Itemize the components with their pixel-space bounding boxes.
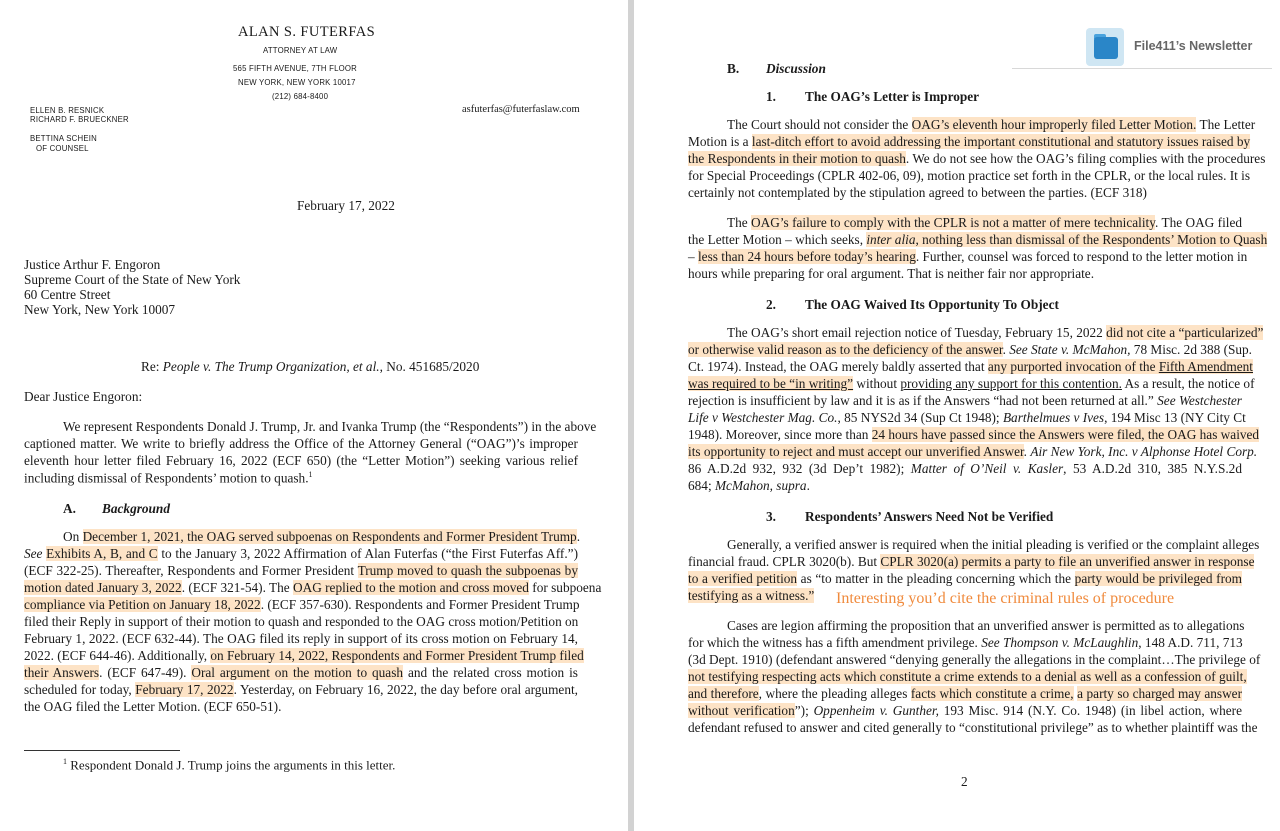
letter-page-2 [634,0,1280,831]
discussion-letter: B. [727,61,740,76]
p3-line-3: Ct. 1974). Instead, the OAG merely baldly asserted that any purported invocation of the Fifth Amendment [688,359,1253,374]
p3-line-5: rejection is insufficient by law and it is as if the Answers “had not been returned at all.” See Westchester [688,393,1242,408]
section-1-number: 1. [766,89,776,104]
background-heading: Background [102,501,170,516]
p1-line-2: Motion is a last-ditch effort to avoid addressing the important constitutional and statutory issues raised by [688,134,1251,149]
background-line-5: compliance via Petition on January 18, 2022. (ECF 357-630). Respondents and Former President Trump [24,597,580,612]
p3-line-6: Life v Westchester Mag. Co., 85 NYS2d 34 (Sup Ct 1948); Barthelmues v Ives, 194 Misc 13 (NY City Ct [688,410,1246,425]
letter-date: February 17, 2022 [297,198,395,213]
background-line-2: See Exhibits A, B, and C to the January 3, 2022 Affirmation of Alan Futerfas (“the First Futerfas Aff.”) [24,546,578,561]
p5-line-2: for which the witness has a fifth amendment privilege. See Thompson v. McLaughlin, 148 A.D. 711, 713 [688,635,1243,650]
letterhead-phone: (212) 684-8400 [272,92,329,101]
p4-line-2: financial fraud. CPLR 3020(b). But CPLR 3020(a) permits a party to file an unverified answer in response [688,554,1255,569]
background-letter: A. [63,501,76,516]
page-number: 2 [961,774,968,789]
letterhead-staff-1: ELLEN B. RESNICK [30,106,105,115]
footnote-reference: 1 [308,470,313,479]
addressee-line-1: Justice Arthur F. Engoron [24,257,161,272]
case-name: People v. The Trump Organization, et al. [162,359,380,374]
p5-line-3: (3d Dept. 1910) (defendant answered “denying generally the allegations in the complaint…The privilege of [688,652,1261,667]
intro-line-3: eleventh hour letter filed February 16, 2022 (ECF 650) (the “Letter Motion”) seeking various relief [24,453,578,468]
letterhead-address-line-1: 565 FIFTH AVENUE, 7TH FLOOR [233,64,357,73]
salutation: Dear Justice Engoron: [24,389,143,404]
addressee-line-4: New York, New York 10007 [24,302,176,317]
letterhead-address-line-2: NEW YORK, NEW YORK 10017 [238,78,356,87]
addressee-line-3: 60 Centre Street [24,287,111,302]
p1-line-3: the Respondents in their motion to quash. We do not see how the OAG’s filing complies with the procedures [688,151,1266,166]
section-3-number: 3. [766,509,776,524]
background-line-9: their Answers. (ECF 647-49). Oral argument on the motion to quash and the related cross motion is [24,665,578,680]
section-2-heading: The OAG Waived Its Opportunity To Object [805,297,1059,312]
background-line-1: On December 1, 2021, the OAG served subpoenas on Respondents and Former President Trump. [63,529,581,544]
addressee-line-2: Supreme Court of the State of New York [24,272,241,287]
p3-line-10: 684; McMahon, supra. [688,478,810,493]
letter-page-1 [0,0,628,831]
background-line-11: the OAG filed the Letter Motion. (ECF 650-51). [24,699,282,714]
p2-line-4: hours while preparing for oral argument. That is neither fair nor appropriate. [688,266,1095,281]
p3-line-9: 86 A.D.2d 932, 932 (3d Dep’t 1982); Matter of O’Neil v. Kasler, 53 A.D.2d 310, 385 N.Y.S.2d [688,461,1242,476]
letterhead-staff-4: OF COUNSEL [36,144,89,153]
letterhead-email: asfuterfas@futerfaslaw.com [462,104,580,115]
letterhead-staff-2: RICHARD F. BRUECKNER [30,115,129,124]
background-line-6: filed their Reply in support of their motion to quash and responded to the OAG cross motion/Petition on [24,614,579,629]
background-line-7: February 1, 2022. (ECF 632-44). The OAG filed its reply in support of its cross motion on February 14, [24,631,578,646]
footnote: $^1$ Respondent Donald J. Trump joins the arguments in this letter. [63,757,396,773]
background-line-8: 2022. (ECF 644-46). Additionally, on February 14, 2022, Respondents and Former President Trump filed [24,648,584,663]
newsletter-divider [1012,68,1272,69]
newsletter-badge[interactable] [1084,26,1262,68]
p3-line-4: was required to be “in writing” without providing any support for this contention. As a result, the notice of [688,376,1255,391]
p3-line-8: its opportunity to reject and must accept our unverified Answer. Air New York, Inc. v Alphonse Hotel Corp. [688,444,1258,459]
p5-line-7: defendant refused to answer and cited generally to “constitutional privilege” as to whether plaintiff was the [688,720,1258,735]
letterhead-name: ALAN S. FUTERFAS [238,24,376,40]
intro-line-1: We represent Respondents Donald J. Trump, Jr. and Ivanka Trump (the “Respondents”) in the above [63,419,597,434]
re-line: Re: People v. The Trump Organization, et al., No. 451685/2020 [141,359,480,374]
p5-line-1: Cases are legion affirming the proposition that an unverified answer is permitted as to allegations [727,618,1245,633]
handwritten-annotation: Interesting you’d cite the criminal rules of procedure [836,590,1175,607]
p4-line-1: Generally, a verified answer is required when the initial pleading is verified or the complaint alleges [727,537,1260,552]
newsletter-label[interactable]: File411’s Newsletter [1134,39,1253,53]
p2-line-1: The OAG’s failure to comply with the CPLR is not a matter of mere technicality. The OAG filed [727,215,1243,230]
intro-line-2: captioned matter. We write to briefly address the Office of the Attorney General (“OAG”)’s improper [24,436,578,451]
p1-line-1: The Court should not consider the OAG’s eleventh hour improperly filed Letter Motion. The Letter [727,117,1256,132]
p3-line-7: 1948). Moreover, since more than 24 hours have passed since the Answers were filed, the OAG has waived [688,427,1260,442]
p3-line-2: or otherwise valid reason as to the deficiency of the answer. See State v. McMahon, 78 Misc. 2d 388 (Sup. [688,342,1253,357]
p5-line-5: and therefore, where the pleading alleges facts which constitute a crime, a party so charged may answer [688,686,1242,701]
intro-line-4: including dismissal of Respondents’ motion to quash.$^1$ [24,470,313,486]
background-line-4: motion dated January 3, 2022. (ECF 321-54). The OAG replied to the motion and cross moved for subpoena [24,580,602,595]
footnote-divider [24,750,180,751]
letterhead-staff-3: BETTINA SCHEIN [30,134,97,143]
p4-line-3: to a verified petition as “to matter in the pleading concerning which the party would be privileged from [688,571,1242,586]
p1-line-4: for Special Proceedings (CPLR 402-06, 09), motion practice set forth in the CPLR, or the local rules. It is [688,168,1251,183]
discussion-heading: Discussion [766,61,826,76]
p3-line-1: The OAG’s short email rejection notice of Tuesday, February 15, 2022 did not cite a “particularized” [727,325,1264,340]
section-3-heading: Respondents’ Answers Need Not be Verified [805,509,1054,524]
newsletter-logo-icon [1086,28,1124,66]
letterhead-title: ATTORNEY AT LAW [263,46,338,55]
p4-line-4: testifying as a witness.” [688,588,815,603]
section-1-heading: The OAG’s Letter is Improper [805,89,980,104]
p2-line-2: the Letter Motion – which seeks, inter alia, nothing less than dismissal of the Respondents’ Motion to Quash [688,232,1268,247]
section-2-number: 2. [766,297,776,312]
background-line-10: scheduled for today, February 17, 2022. Yesterday, on February 16, 2022, the day before oral argument, [24,682,578,697]
p2-line-3: – less than 24 hours before today’s hearing. Further, counsel was forced to respond to the letter motion in [688,249,1248,264]
p1-line-5: certainly not contemplated by the stipulation agreed to between the parties. (ECF 318) [688,185,1147,200]
p5-line-4: not testifying respecting acts which constitute a crime extends to a denial as well as a confession of guilt, [688,669,1247,684]
background-line-3: (ECF 322-25). Thereafter, Respondents and Former President Trump moved to quash the subpoenas by [24,563,578,578]
p5-line-6: without verification”); Oppenheim v. Gunther, 193 Misc. 914 (N.Y. Co. 1948) (in libel action, where [688,703,1242,718]
